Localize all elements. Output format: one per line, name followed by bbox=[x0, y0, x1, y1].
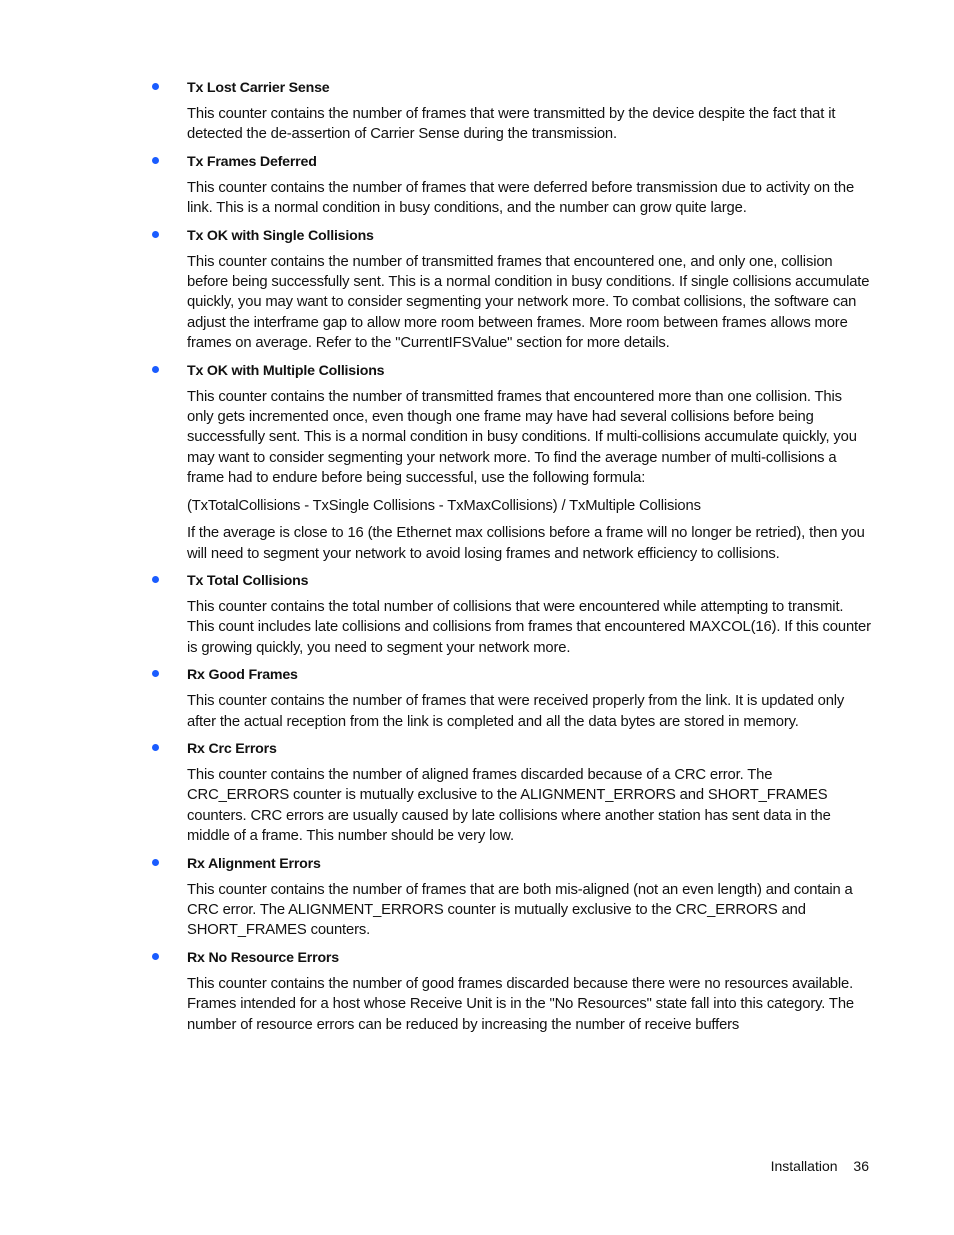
section-paragraph: This counter contains the number of frames that were received properly from the link. It is updated only after the actual reception from the link is completed and all the data bytes are stored in memory. bbox=[187, 693, 845, 730]
section-paragraph: This counter contains the total number of collisions that were encountered while attempting to transmit. This count includes late collisions and collisions from frames that encountered MAXCOL(16). If this counter is growing quickly, you need to segment your network more. bbox=[187, 598, 871, 656]
list-item bbox=[152, 361, 872, 564]
bullet-icon bbox=[152, 83, 159, 90]
section-heading: Tx OK with Single Collisions bbox=[187, 227, 374, 244]
bullet-icon bbox=[152, 859, 159, 866]
list-item bbox=[152, 226, 872, 354]
section-heading: Rx Good Frames bbox=[187, 667, 298, 684]
bullet-icon bbox=[152, 366, 159, 373]
page-number: 36 bbox=[853, 1158, 869, 1174]
list-item bbox=[152, 854, 872, 941]
section-paragraph: If the average is close to 16 (the Ethernet max collisions before a frame will no longer be retried), then you will need to segment your network to avoid losing frames and network efficiency to collisions. bbox=[187, 525, 865, 562]
section-heading: Rx Alignment Errors bbox=[187, 855, 321, 872]
list-item bbox=[152, 665, 872, 732]
bullet-icon bbox=[152, 744, 159, 751]
list-item bbox=[152, 948, 872, 1035]
section-heading: Tx OK with Multiple Collisions bbox=[187, 362, 385, 379]
footer-section-label: Installation bbox=[770, 1158, 838, 1174]
section-heading: Tx Lost Carrier Sense bbox=[187, 80, 330, 96]
section-paragraph: This counter contains the number of frames that are both mis-aligned (not an even length) and contain a CRC error. The ALIGNMENT_ERRORS counter is mutually exclusive to the CRC_ERRORS and SHORT_FRAMES counters. bbox=[187, 881, 853, 939]
section-heading: Tx Frames Deferred bbox=[187, 153, 317, 170]
bullet-icon bbox=[152, 576, 159, 583]
list-item bbox=[152, 739, 872, 847]
section-paragraph: This counter contains the number of transmitted frames that encountered more than one collision. This only gets incremented once, even though one frame may have had several collisions before being successfully sent. This is a normal condition in busy conditions. If multi-collisions accumulate quickly, you may want to consider segmenting your network more. To find the average number of multi-collisions a frame had to endure before being successful, use the following formula: bbox=[187, 388, 857, 487]
document-body bbox=[152, 78, 872, 1042]
section-paragraph: This counter contains the number of frames that were transmitted by the device despite the fact that it detected the de-assertion of Carrier Sense during the transmission. bbox=[187, 106, 836, 143]
list-item bbox=[152, 152, 872, 219]
section-heading: Tx Total Collisions bbox=[187, 572, 309, 589]
section-paragraph: This counter contains the number of aligned frames discarded because of a CRC error. The CRC_ERRORS counter is mutually exclusive to the ALIGNMENT_ERRORS and SHORT_FRAMES counters. CRC errors are usually caused by late collisions where another station has sent data in the middle of a frame. This number should be very low. bbox=[187, 766, 831, 845]
section-heading: Rx Crc Errors bbox=[187, 740, 277, 757]
bullet-icon bbox=[152, 670, 159, 677]
section-paragraph: This counter contains the number of transmitted frames that encountered one, and only one, collision before being successfully sent. This is a normal condition in busy conditions. If single collisions accumulate quickly, you may want to consider segmenting your network more. To combat collisions, the software can adjust the interframe gap to allow more room between frames. More room between frames allows more frames on average. Refer to the "CurrentIFSValue" section for more details. bbox=[187, 253, 870, 352]
section-paragraph: (TxTotalCollisions - TxSingle Collisions - TxMaxCollisions) / TxMultiple Collisions bbox=[187, 497, 701, 514]
section-heading: Rx No Resource Errors bbox=[187, 949, 339, 966]
list-item bbox=[152, 78, 872, 145]
page-footer bbox=[771, 1158, 869, 1174]
bullet-icon bbox=[152, 953, 159, 960]
list-item bbox=[152, 571, 872, 658]
section-paragraph: This counter contains the number of good frames discarded because there were no resources available. Frames intended for a host whose Receive Unit is in the "No Resources" state fall into this category. The number of resource errors can be reduced by increasing the number of receive buffers bbox=[187, 975, 854, 1033]
section-paragraph: This counter contains the number of frames that were deferred before transmission due to activity on the link. This is a normal condition in busy conditions, and the number can grow quite large. bbox=[187, 179, 855, 217]
bullet-icon bbox=[152, 231, 159, 238]
bullet-icon bbox=[152, 157, 159, 164]
